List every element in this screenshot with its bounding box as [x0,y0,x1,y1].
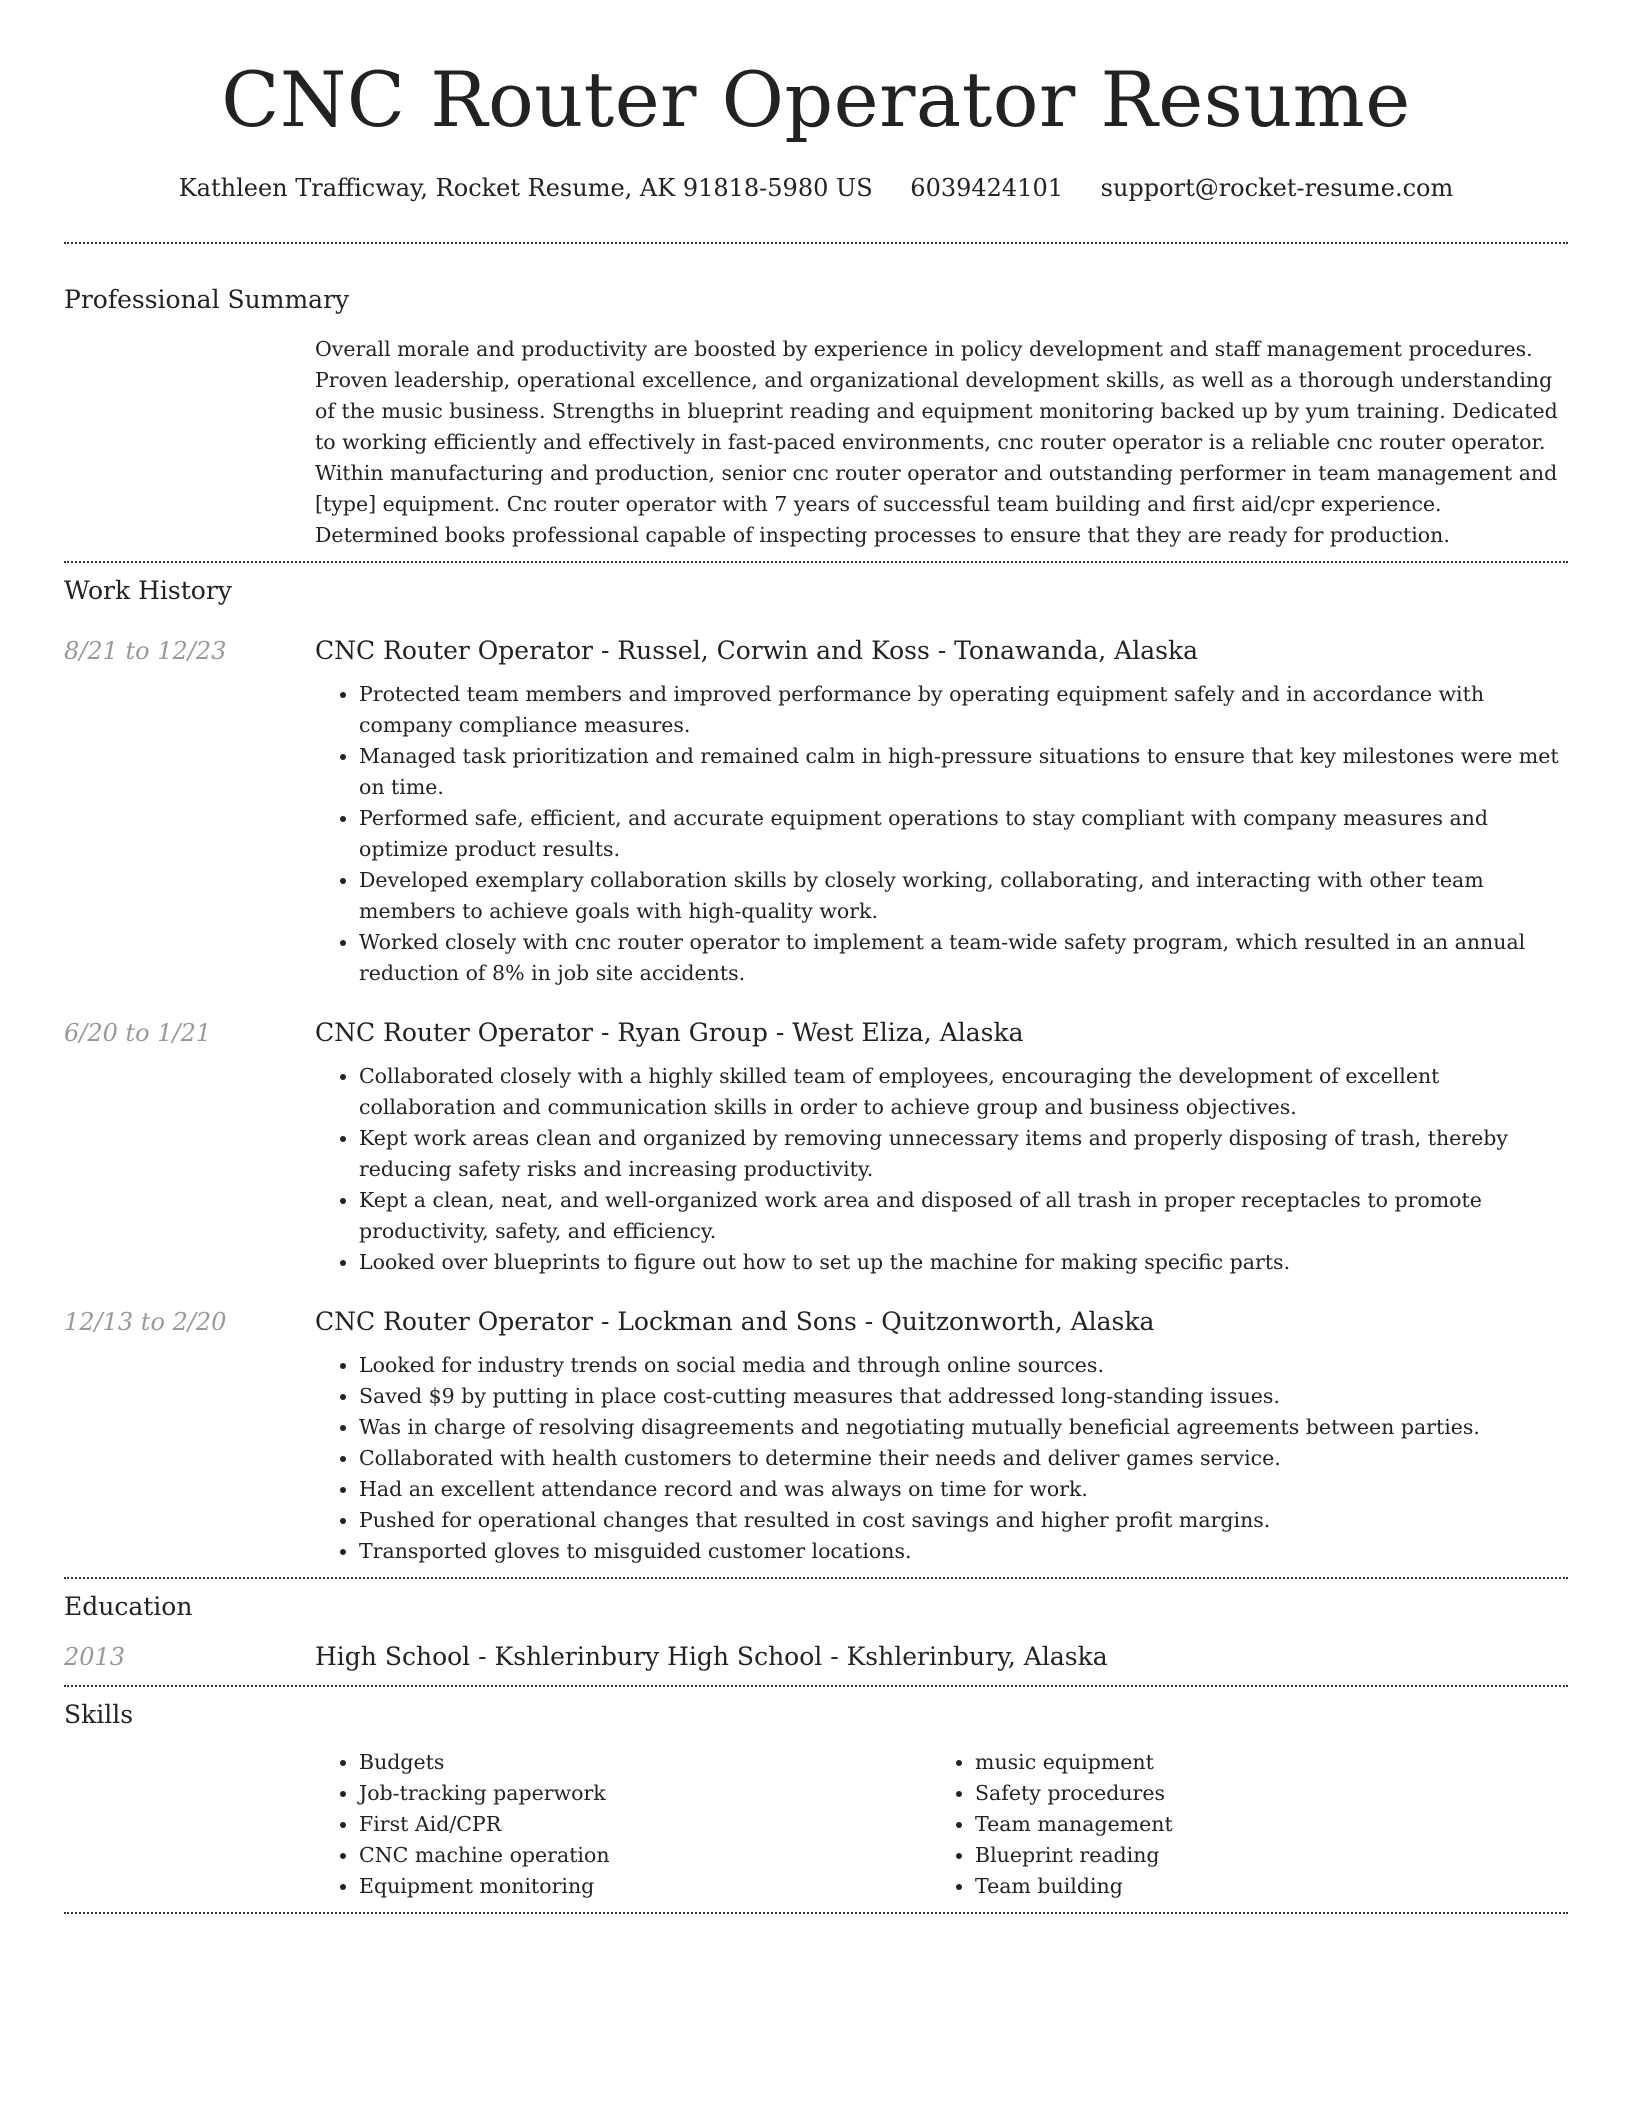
skill-item: • CNC machine operation [359,1840,931,1871]
list-item: • Saved $9 by putting in place cost-cutting measures that addressed long-standing issues. [359,1381,1568,1412]
list-item: • Looked over blueprints to figure out how to set up the machine for making specific parts. [359,1247,1568,1278]
skill-item: • music equipment [975,1747,1503,1778]
summary-heading: Professional Summary [64,285,350,314]
skill-item: • Team building [975,1871,1503,1902]
education-entry [64,1641,1568,1673]
skill-item: • Team management [975,1809,1503,1840]
list-item: • Kept a clean, neat, and well-organized work area and disposed of all trash in proper receptacles to promote productivity, safety, and efficiency. [359,1185,1568,1247]
job-title: CNC Router Operator - Russel, Corwin and Koss - Tonawanda, Alaska [315,636,1199,665]
resume-title: CNC Router Operator Resume [221,55,1411,144]
skill-item: • Equipment monitoring [359,1871,931,1902]
job-entry [64,1017,1568,1278]
list-item: • Kept work areas clean and organized by removing unnecessary items and properly disposing of trash, thereby reducing safety risks and increasing productivity. [359,1123,1568,1185]
list-item: • Looked for industry trends on social media and through online sources. [359,1350,1568,1381]
education-year: 2013 [64,1643,126,1671]
skill-item: • Budgets [359,1747,931,1778]
job-bullets [315,679,1568,989]
list-item: • Had an excellent attendance record and was always on time for work. [359,1474,1568,1505]
list-item: • Protected team members and improved performance by operating equipment safely and in accordance with company compliance measures. [359,679,1568,741]
list-item: • Performed safe, efficient, and accurate equipment operations to stay compliant with company measures and optimize product results. [359,803,1568,865]
list-item: • Worked closely with cnc router operator to implement a team-wide safety program, which resulted in an annual reduction of 8% in job site accidents. [359,927,1568,989]
skills-column-left [315,1747,931,1902]
skill-item: • First Aid/CPR [359,1809,931,1840]
skill-item: • Safety procedures [975,1778,1503,1809]
skills-list [315,1747,1568,1902]
divider [64,1577,1568,1579]
divider [64,1685,1568,1687]
job-dates: 6/20 to 1/21 [64,1019,212,1047]
job-bullets [315,1350,1568,1567]
list-item: • Developed exemplary collaboration skills by closely working, collaborating, and interacting with other team members to achieve goals with high-quality work. [359,865,1568,927]
divider [64,242,1568,244]
list-item: • Collaborated with health customers to determine their needs and deliver games service. [359,1443,1568,1474]
work-history-heading: Work History [64,576,232,605]
contact-line [64,172,1568,204]
summary-text: Overall morale and productivity are boosted by experience in policy development and staff management procedures. Proven leadership, operational excellence, and organizational development skills, as well as a thorough understanding of the music business. Strengths in blueprint reading and equipment monitoring backed up by yum training. Dedicated to working efficiently and effectively in fast-paced environments, cnc router operator is a reliable cnc router operator. Within manufacturing and production, senior cnc router operator and outstanding performer in team management and [type] equipment. Cnc router operator with 7 years of successful team building and first aid/cpr experience. Determined books professional capable of inspecting processes to ensure that they are ready for production. [315,337,1558,547]
contact-address: Kathleen Trafficway, Rocket Resume, AK 91818-5980 US [178,174,873,202]
list-item: • Managed task prioritization and remained calm in high-pressure situations to ensure that key milestones were met on time. [359,741,1568,803]
list-item: • Collaborated closely with a highly skilled team of employees, encouraging the development of excellent collaboration and communication skills in order to achieve group and business objectives. [359,1061,1568,1123]
skills-column-right [931,1747,1503,1902]
job-entry [64,1306,1568,1567]
education-detail: High School - Kshlerinbury High School - Kshlerinbury, Alaska [315,1642,1108,1671]
job-dates: 12/13 to 2/20 [64,1308,227,1336]
skill-item: • Blueprint reading [975,1840,1503,1871]
job-dates: 8/21 to 12/23 [64,637,227,665]
job-bullets [315,1061,1568,1278]
contact-email: support@rocket-resume.com [1100,174,1454,202]
list-item: • Was in charge of resolving disagreements and negotiating mutually beneficial agreements between parties. [359,1412,1568,1443]
list-item: • Pushed for operational changes that resulted in cost savings and higher profit margins. [359,1505,1568,1536]
divider [64,1912,1568,1914]
contact-phone: 6039424101 [910,174,1063,202]
job-title: CNC Router Operator - Lockman and Sons - Quitzonworth, Alaska [315,1307,1155,1336]
skills-heading: Skills [64,1700,134,1729]
skill-item: • Job-tracking paperwork [359,1778,931,1809]
divider [64,561,1568,563]
job-title: CNC Router Operator - Ryan Group - West Eliza, Alaska [315,1018,1024,1047]
list-item: • Transported gloves to misguided customer locations. [359,1536,1568,1567]
education-heading: Education [64,1592,193,1621]
job-entry [64,635,1568,989]
